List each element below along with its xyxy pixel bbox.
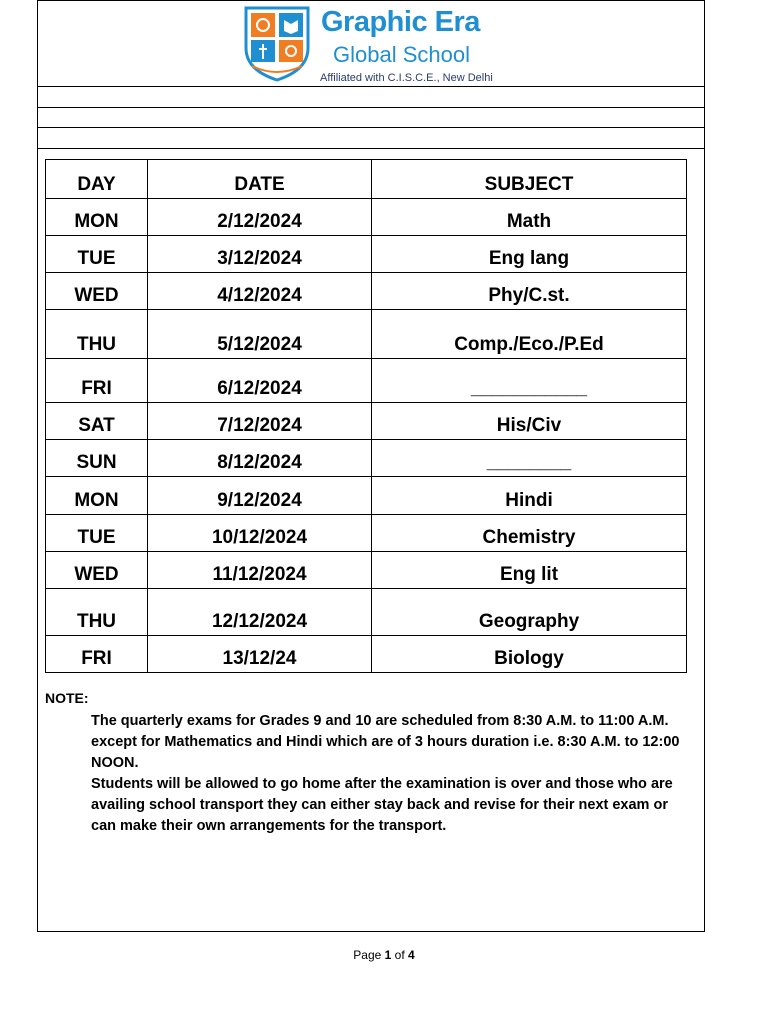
cell-subject: Geography (372, 589, 687, 636)
cell-date: 6/12/2024 (148, 359, 372, 403)
column-header-subject: SUBJECT (372, 160, 687, 199)
cell-date: 12/12/2024 (148, 589, 372, 636)
cell-date: 4/12/2024 (148, 273, 372, 310)
table-row (46, 359, 687, 403)
table-row (46, 636, 687, 673)
cell-day: SUN (46, 440, 148, 477)
table-row (46, 310, 687, 359)
column-header-day: DAY (46, 160, 148, 199)
school-logo (238, 2, 510, 86)
table-header-row (46, 160, 687, 199)
cell-subject: Biology (372, 636, 687, 673)
cell-date: 2/12/2024 (148, 199, 372, 236)
cell-date: 7/12/2024 (148, 403, 372, 440)
cell-date: 5/12/2024 (148, 310, 372, 359)
cell-date: 11/12/2024 (148, 552, 372, 589)
table-row (46, 403, 687, 440)
cell-day: MON (46, 477, 148, 515)
cell-subject: His/Civ (372, 403, 687, 440)
cell-subject: Comp./Eco./P.Ed (372, 310, 687, 359)
cell-day: TUE (46, 515, 148, 552)
cell-subject: Eng lang (372, 236, 687, 273)
note-paragraph: The quarterly exams for Grades 9 and 10 are scheduled from 8:30 A.M. to 11:00 A.M. except for Mathematics and Hindi which are of 3 hours duration i.e. 8:30 A.M. to 12:00 NOON. (91, 713, 680, 771)
school-affiliation: Affiliated with C.I.S.C.E., New Delhi (320, 72, 493, 84)
divider (37, 86, 705, 87)
cell-date: 9/12/2024 (148, 477, 372, 515)
divider (37, 107, 705, 108)
divider (37, 148, 705, 149)
divider (37, 127, 705, 128)
table-row (46, 199, 687, 236)
table-row (46, 589, 687, 636)
cell-day: THU (46, 589, 148, 636)
table-row (46, 273, 687, 310)
cell-day: WED (46, 552, 148, 589)
cell-day: WED (46, 273, 148, 310)
cell-subject: ___________ (372, 359, 687, 403)
cell-date: 3/12/2024 (148, 236, 372, 273)
note-title: NOTE: (45, 690, 89, 706)
cell-subject: Eng lit (372, 552, 687, 589)
cell-subject: Hindi (372, 477, 687, 515)
page-label: Page (353, 948, 382, 962)
cell-subject: Phy/C.st. (372, 273, 687, 310)
table-row (46, 552, 687, 589)
cell-day: FRI (46, 636, 148, 673)
school-subtitle: Global School (333, 42, 470, 67)
school-name: Graphic Era (321, 6, 480, 38)
page-current: 1 (384, 948, 392, 962)
exam-schedule-table (45, 159, 687, 673)
cell-subject: Chemistry (372, 515, 687, 552)
cell-date: 10/12/2024 (148, 515, 372, 552)
cell-subject: Math (372, 199, 687, 236)
cell-day: MON (46, 199, 148, 236)
column-header-date: DATE (148, 160, 372, 199)
cell-day: SAT (46, 403, 148, 440)
school-crest-icon (240, 4, 314, 82)
note-body (91, 711, 691, 837)
table-row (46, 236, 687, 273)
table-row (46, 440, 687, 477)
page-total: 4 (408, 948, 415, 962)
cell-day: FRI (46, 359, 148, 403)
cell-date: 8/12/2024 (148, 440, 372, 477)
cell-day: TUE (46, 236, 148, 273)
table-row (46, 515, 687, 552)
page-of-label: of (394, 948, 405, 962)
cell-date: 13/12/24 (148, 636, 372, 673)
page-footer (0, 948, 768, 962)
cell-day: THU (46, 310, 148, 359)
table-row (46, 477, 687, 515)
cell-subject: ________ (372, 440, 687, 477)
note-paragraph: Students will be allowed to go home after the examination is over and those who are availing school transport they can either stay back and revise for their next exam or can make their own arrangements for the transport. (91, 776, 673, 834)
